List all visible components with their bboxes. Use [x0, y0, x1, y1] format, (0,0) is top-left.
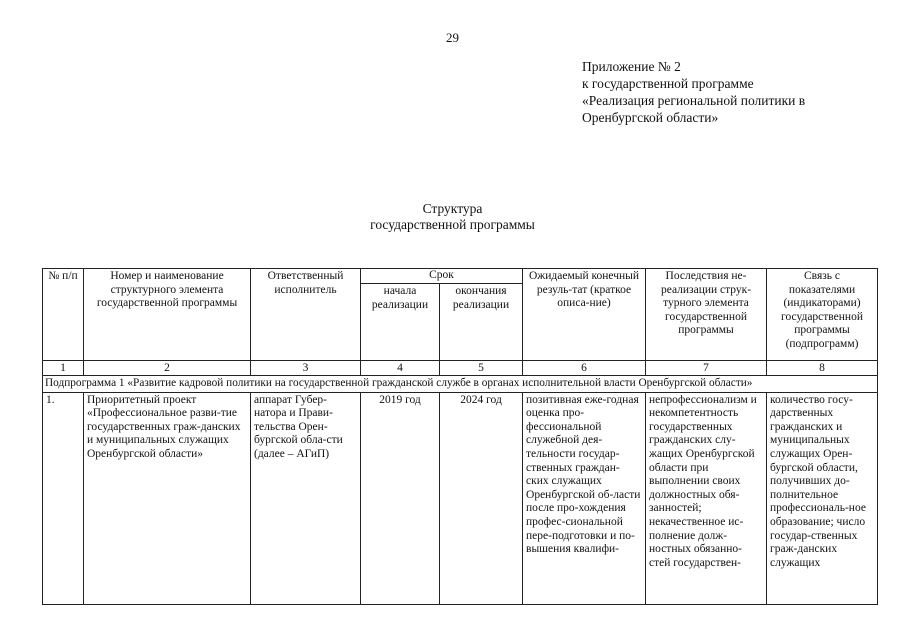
header-indicators: Связь с показателями (индикаторами) государственной программы (подпрограмм)	[767, 269, 878, 361]
page-number: 29	[446, 30, 459, 45]
row-consequences: непрофессионализм и некомпетентность государственных гражданских слу-жащих Оренбургской области при выполнении своих должностных обя-занностей; некачественное ис-полнение долж-ностных обязанно-стей государствен-	[646, 392, 767, 604]
column-number: 2	[84, 361, 251, 376]
document-title	[0, 201, 905, 233]
column-number: 8	[767, 361, 878, 376]
column-number: 1	[43, 361, 84, 376]
row-name: Приоритетный проект «Профессиональное разви-тие государственных граж-данских и муниципальных служащих Оренбургской области»	[84, 392, 251, 604]
appendix-line: к государственной программе	[582, 76, 754, 91]
column-number: 6	[523, 361, 646, 376]
structure-table	[42, 268, 878, 605]
column-number: 7	[646, 361, 767, 376]
appendix-line: «Реализация региональной политики в	[582, 93, 806, 108]
row-executor: аппарат Губер-натора и Прави-тельства Орен-бургской обла-сти (далее – АГиП)	[251, 392, 361, 604]
table-row	[43, 392, 878, 604]
header-end: окончания реализации	[440, 284, 523, 361]
subprogram-row	[43, 376, 878, 393]
column-number: 3	[251, 361, 361, 376]
row-indicators: количество госу-дарственных гражданских и муниципальных служащих Орен-бургской области, получивших до-полнительное профессиональ-ное образование; число государ-ственных граж-данских служащих	[767, 392, 878, 604]
column-number: 5	[440, 361, 523, 376]
column-number-row	[43, 361, 878, 376]
title-line: государственной программы	[370, 217, 535, 232]
header-start: начала реализации	[361, 284, 440, 361]
header-num: № п/п	[43, 269, 84, 361]
appendix-note	[582, 58, 805, 126]
header-row	[43, 269, 878, 284]
appendix-line: Приложение № 2	[582, 59, 681, 74]
row-start: 2019 год	[361, 392, 440, 604]
header-consequences: Последствия не-реализации струк-турного элемента государственной программы	[646, 269, 767, 361]
row-result: позитивная еже-годная оценка про-фессиональной служебной дея-тельности государ-ственных граждан-ских служащих Оренбургской об-ласти после про-хождения профес-сиональной пере-подготовки и по-вышения квалифи-	[523, 392, 646, 604]
column-number: 4	[361, 361, 440, 376]
row-number: 1.	[43, 392, 84, 604]
appendix-line: Оренбургской области»	[582, 110, 719, 125]
header-srok: Срок	[361, 269, 523, 284]
row-end: 2024 год	[440, 392, 523, 604]
header-result: Ожидаемый конечный резуль-тат (краткое описа-ние)	[523, 269, 646, 361]
header-executor: Ответственный исполнитель	[251, 269, 361, 361]
subprogram-title: Подпрограмма 1 «Развитие кадровой политики на государственной гражданской службе в органах исполнительной власти Оренбургской области»	[43, 376, 878, 393]
header-name: Номер и наименование структурного элемента государственной программы	[84, 269, 251, 361]
title-line: Структура	[422, 201, 483, 216]
